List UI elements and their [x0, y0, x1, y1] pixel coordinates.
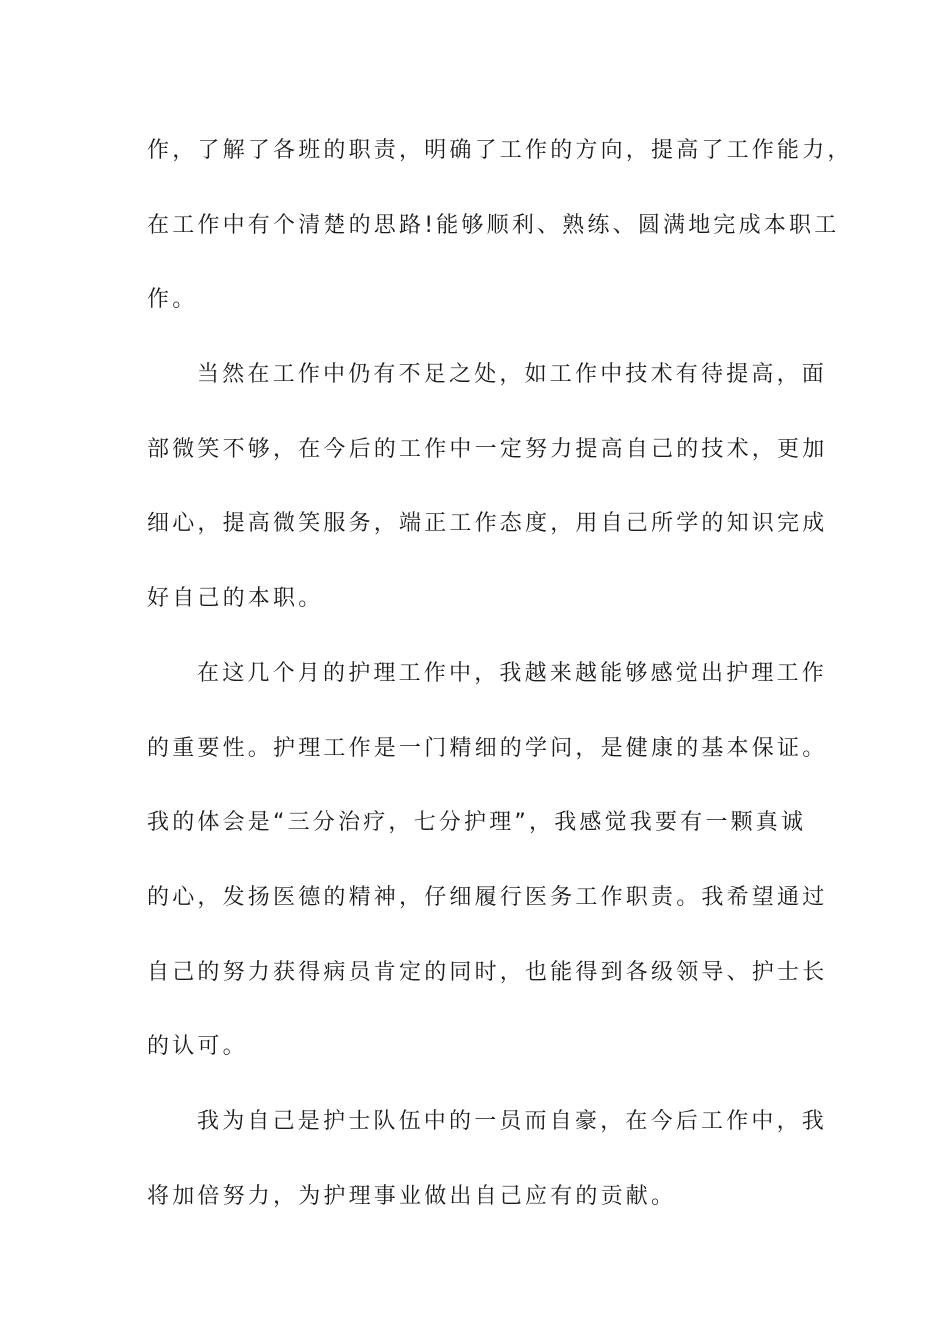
- paragraph-start-line: 当然在工作中仍有不足之处，如工作中技术有待提高，面: [197, 362, 828, 388]
- text-line: 在工作中有个清楚的思路!能够顺利、熟练、圆满地完成本职工: [147, 212, 840, 238]
- text-line: 的心，发扬医德的精神，仔细履行医务工作职责。我希望通过: [147, 884, 828, 910]
- text-line: 的认可。: [147, 1034, 248, 1060]
- text-line: 自己的努力获得病员肯定的同时，也能得到各级领导、护士长: [147, 959, 828, 985]
- text-line: 作。: [147, 287, 198, 313]
- paragraph-start-line: 在这几个月的护理工作中，我越来越能够感觉出护理工作: [197, 660, 828, 686]
- document-body: [147, 126, 853, 1246]
- text-line: 我的体会是“三分治疗，七分护理”，我感觉我要有一颗真诚: [147, 810, 807, 836]
- text-line: 的重要性。护理工作是一门精细的学问，是健康的基本保证。: [147, 735, 828, 761]
- text-line: 作，了解了各班的职责，明确了工作的方向，提高了工作能力，: [147, 138, 853, 163]
- text-line: 部微笑不够，在今后的工作中一定努力提高自己的技术，更加: [147, 436, 828, 462]
- text-line: 细心，提高微笑服务，端正工作态度，用自己所学的知识完成: [147, 511, 828, 537]
- text-line: 将加倍努力，为护理事业做出自己应有的贡献。: [147, 1183, 677, 1209]
- text-line: 好自己的本职。: [147, 586, 324, 612]
- paragraph-start-line: 我为自己是护士队伍中的一员而自豪，在今后工作中，我: [197, 1108, 828, 1134]
